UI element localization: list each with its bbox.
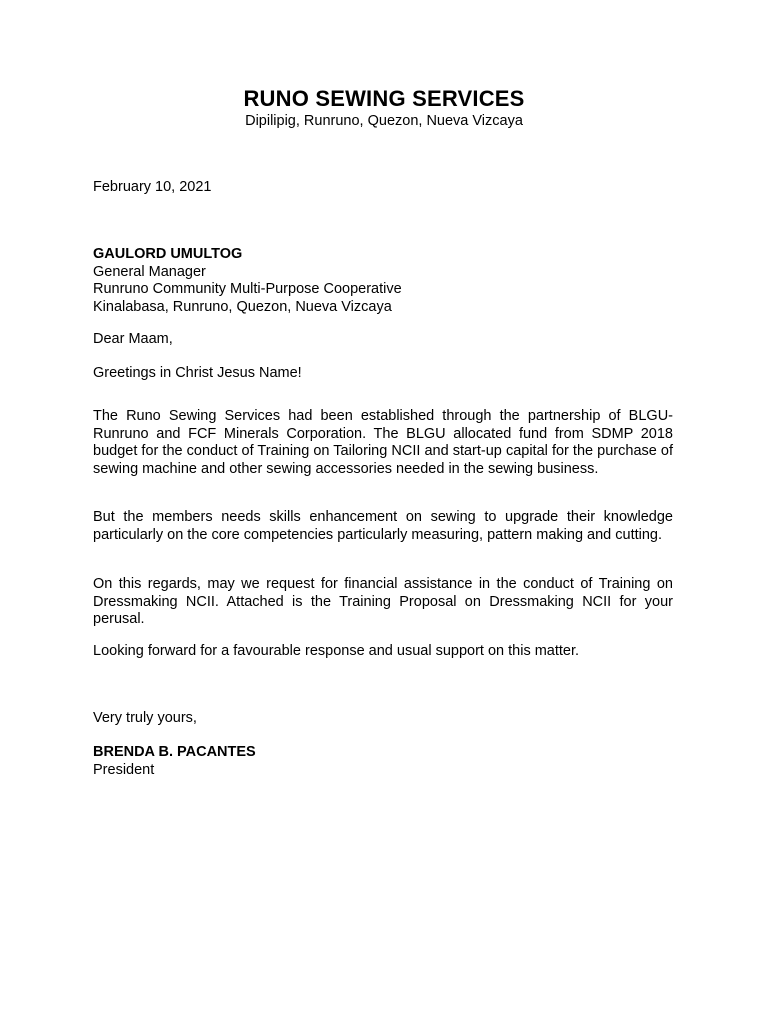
recipient-address: Kinalabasa, Runruno, Quezon, Nueva Vizcaya xyxy=(93,298,392,315)
complimentary-close: Very truly yours, xyxy=(93,710,197,726)
signature-block xyxy=(93,744,673,779)
letterhead xyxy=(0,86,768,130)
recipient-title: General Manager xyxy=(93,263,206,280)
salutation: Dear Maam, xyxy=(93,331,173,347)
paragraph-request: On this regards, may we request for financial assistance in the conduct of Training on Dressmaking NCII. Attached is the Training Proposal on Dressmaking NCII for your perusal. xyxy=(93,576,673,627)
greeting: Greetings in Christ Jesus Name! xyxy=(93,365,302,381)
recipient-organization: Runruno Community Multi-Purpose Cooperative xyxy=(93,281,402,297)
paragraph-background: The Runo Sewing Services had been established through the partnership of BLGU-Runruno and FCF Minerals Corporation. The BLGU allocated fund from SDMP 2018 budget for the conduct of Training on Tailoring NCII and start-up capital for the purchase of sewing machine and other sewing accessories needed in the sewing business. xyxy=(93,408,673,477)
paragraph-need: But the members needs skills enhancement on sewing to upgrade their knowledge particularly on the core competencies particularly measuring, pattern making and cutting. xyxy=(93,509,673,543)
paragraph-closing-remark: Looking forward for a favourable response and usual support on this matter. xyxy=(93,643,580,659)
organization-address: Dipilipig, Runruno, Quezon, Nueva Vizcaya xyxy=(245,113,523,129)
signer-name: BRENDA B. PACANTES xyxy=(93,744,256,760)
recipient-block xyxy=(93,246,673,316)
organization-name: RUNO SEWING SERVICES xyxy=(243,86,525,111)
signer-title: President xyxy=(93,761,155,778)
letter-date: February 10, 2021 xyxy=(93,179,212,195)
recipient-name: GAULORD UMULTOG xyxy=(93,246,243,262)
